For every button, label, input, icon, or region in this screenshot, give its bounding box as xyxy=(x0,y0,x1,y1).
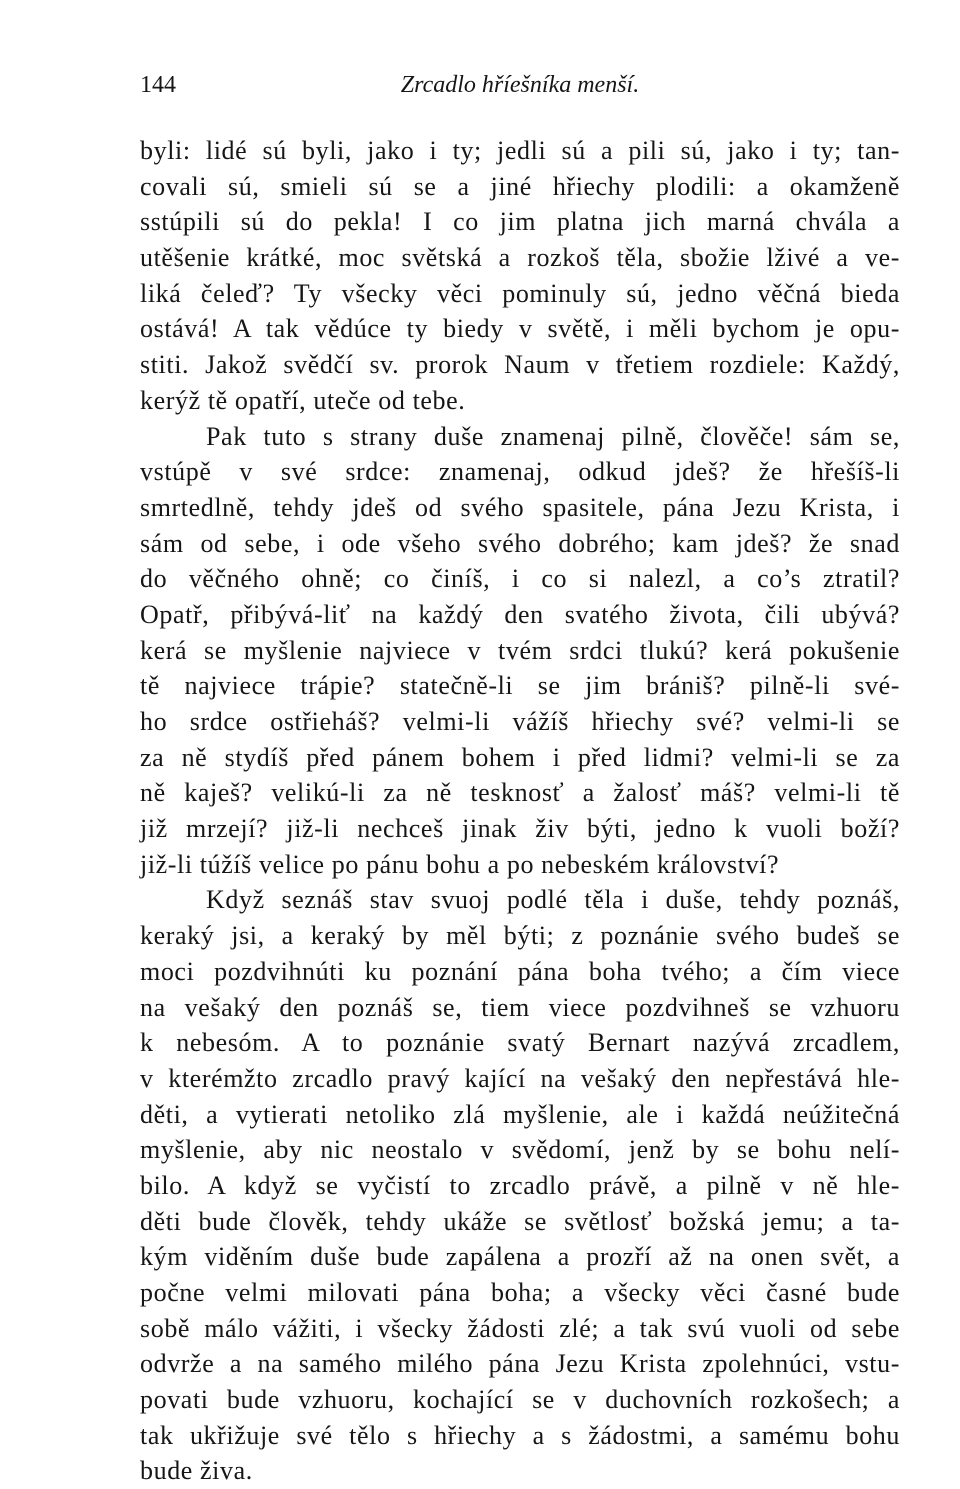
text-line: bude živa. xyxy=(140,1456,253,1486)
running-title: Zrcadlo hříešníka menší. xyxy=(400,72,640,98)
text-line: kerá se myšlenie najviece v tvém srdci tlukú? kerá pokušenie xyxy=(140,635,900,665)
text-line: k nebesóm. A to poznánie svatý Bernart nazývá zrcadlem, xyxy=(140,1028,900,1058)
text-line: sobě málo vážiti, i všecky žádosti zlé; a tak svú vuoli od sebe xyxy=(140,1313,900,1343)
page-number: 144 xyxy=(140,72,176,98)
text-line: vstúpě v své srdce: znamenaj, odkud jdeš? že hřešíš-li xyxy=(140,457,900,487)
text-line: byli: lidé sú byli, jako i ty; jedli sú a pili sú, jako i ty; tan- xyxy=(140,136,900,165)
text-line: počne velmi milovati pána boha; a všecky věci časné bude xyxy=(140,1278,900,1307)
text-line: myšlenie, aby nic neostalo v svědomí, jenž by se bohu nelí- xyxy=(140,1135,900,1165)
text-line: děti bude člověk, tehdy ukáže se světlosť božská jemu; a ta- xyxy=(140,1206,900,1236)
text-line: Pak tuto s strany duše znamenaj pilně, člověče! sám se, xyxy=(206,421,900,451)
text-line: Když seznáš stav svuoj podlé těla i duše, tehdy poznáš, xyxy=(206,885,900,915)
text-line: stiti. Jakož svědčí sv. prorok Naum v třetiem rozdiele: Každý, xyxy=(140,350,900,380)
text-line: kým viděním duše bude zapálena a prozří až na onen svět, a xyxy=(140,1242,900,1272)
text-line: na vešaký den poznáš se, tiem viece pozdvihneš se vzhuoru xyxy=(140,992,900,1022)
text-line: keraký jsi, a keraký by měl býti; z poznánie svého budeš se xyxy=(140,921,900,951)
text-line: utěšenie krátké, moc světská a rozkoš těla, sbožie lživé a ve- xyxy=(140,243,900,273)
text-line: sstúpili sú do pekla! I co jim platna jich marná chvála a xyxy=(140,207,900,237)
text-line: již mrzejí? již-li nechceš jinak živ býti, jedno k vuoli boží? xyxy=(140,814,900,844)
text-line: tak ukřižuje své tělo s hřiechy a s žádostmi, a samému bohu xyxy=(140,1420,900,1450)
text-line: sám od sebe, i ode všeho svého dobrého; kam jdeš? že snad xyxy=(140,528,900,558)
text-line: liká čeleď? Ty všecky věci pominuly sú, jedno věčná bieda xyxy=(140,278,900,308)
page-header xyxy=(140,72,900,102)
text-line: ně kaješ? velikú-li za ně tesknosť a žalosť máš? velmi-li tě xyxy=(140,778,900,808)
text-line: tě najviece trápie? statečně-li se jim brániš? pilně-li své- xyxy=(140,671,900,701)
text-line: odvrže a na samého milého pána Jezu Krista zpolehnúci, vstu- xyxy=(140,1349,900,1379)
text-line: moci pozdvihnúti ku poznání pána boha tvého; a čím viece xyxy=(140,956,900,986)
text-line: za ně stydíš před pánem bohem i před lidmi? velmi-li se za xyxy=(140,742,900,772)
text-line: Opatř, přibývá-liť na každý den svatého života, čili ubývá? xyxy=(140,599,900,629)
text-line: do věčného ohně; co činíš, i co si nalezl, a co’s ztratil? xyxy=(140,564,900,594)
text-line: smrtedlně, tehdy jdeš od svého spasitele, pána Jezu Krista, i xyxy=(140,492,900,522)
text-line: v kterémžto zrcadlo pravý kající na vešaký den nepřestává hle- xyxy=(140,1063,900,1093)
text-line: ho srdce ostřieháš? velmi-li vážíš hřiechy své? velmi-li se xyxy=(140,707,900,736)
body-text xyxy=(140,133,900,1489)
text-line: již-li túžíš velice po pánu bohu a po nebeském království? xyxy=(140,849,780,879)
text-line: povati bude vzhuoru, kochající se v duchovních rozkošech; a xyxy=(140,1385,900,1415)
text-line: bilo. A když se vyčistí to zrcadlo právě, a pilně v ně hle- xyxy=(140,1170,900,1200)
text-line: covali sú, smieli sú se a jiné hřiechy plodili: a okamženě xyxy=(140,171,900,201)
text-line: kerýž tě opatří, uteče od tebe. xyxy=(140,385,466,415)
text-line: ostává! A tak vědúce ty biedy v světě, i měli bychom je opu- xyxy=(140,314,900,344)
text-line: děti, a vytierati netoliko zlá myšlenie, ale i každá neúžitečná xyxy=(140,1099,900,1129)
